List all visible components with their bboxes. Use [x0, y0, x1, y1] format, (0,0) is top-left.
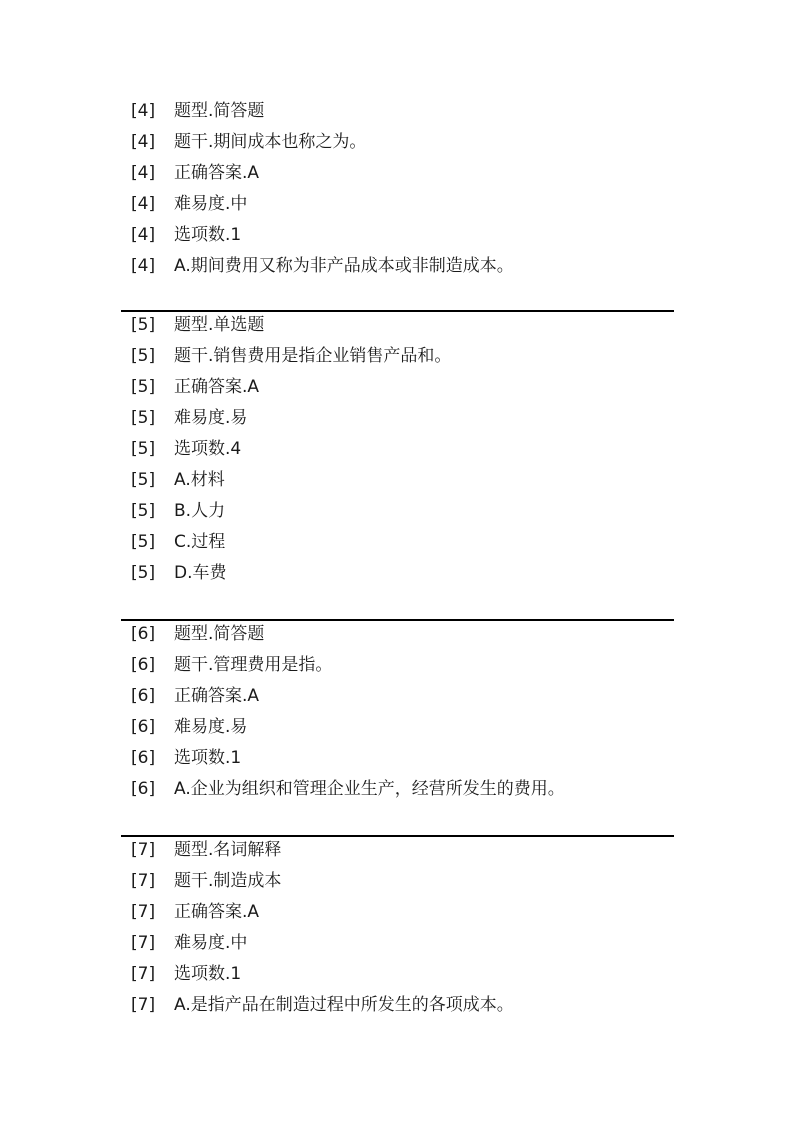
question-block: [121, 838, 674, 1024]
question-divider: [121, 310, 674, 312]
question-number: [7]: [131, 995, 156, 1015]
option-count-row: [121, 962, 674, 993]
answer-option-row: [121, 993, 674, 1024]
option-count-row: [121, 746, 674, 777]
correct-answer: 正确答案.A: [174, 377, 260, 397]
question-number: [4]: [131, 256, 156, 276]
question-type: 题型.名词解释: [174, 840, 282, 860]
correct-answer: 正确答案.A: [174, 902, 260, 922]
question-divider: [121, 835, 674, 837]
answer-option-row: [121, 561, 674, 592]
option-count: 选项数.1: [174, 748, 242, 768]
question-number: [4]: [131, 132, 156, 152]
question-number: [5]: [131, 315, 156, 335]
answer-option-row: [121, 254, 674, 285]
question-number: [5]: [131, 501, 156, 521]
question-type-row: [121, 313, 674, 344]
difficulty: 难易度.易: [174, 408, 248, 428]
question-type-row: [121, 99, 674, 130]
question-type: 题型.单选题: [174, 315, 265, 335]
question-block: [121, 313, 674, 592]
option-count: 选项数.1: [174, 225, 242, 245]
difficulty: 难易度.中: [174, 933, 248, 953]
question-block: [121, 99, 674, 285]
question-divider: [121, 619, 674, 621]
answer-option-row: [121, 530, 674, 561]
question-stem-row: [121, 130, 674, 161]
difficulty-row: [121, 715, 674, 746]
question-stem: 题干.期间成本也称之为。: [174, 132, 367, 152]
question-number: [5]: [131, 408, 156, 428]
question-number: [4]: [131, 163, 156, 183]
correct-answer: 正确答案.A: [174, 163, 260, 183]
question-number: [7]: [131, 871, 156, 891]
question-stem-row: [121, 869, 674, 900]
question-number: [5]: [131, 563, 156, 583]
question-number: [6]: [131, 717, 156, 737]
difficulty: 难易度.易: [174, 717, 248, 737]
question-number: [4]: [131, 194, 156, 214]
question-number: [7]: [131, 964, 156, 984]
answer-option: A.期间费用又称为非产品成本或非制造成本。: [174, 256, 514, 276]
question-number: [6]: [131, 686, 156, 706]
question-type: 题型.简答题: [174, 624, 265, 644]
question-number: [6]: [131, 748, 156, 768]
question-number: [6]: [131, 624, 156, 644]
answer-option: A.是指产品在制造过程中所发生的各项成本。: [174, 995, 514, 1015]
question-type-row: [121, 622, 674, 653]
question-block: [121, 622, 674, 808]
difficulty-row: [121, 406, 674, 437]
difficulty-row: [121, 931, 674, 962]
correct-answer-row: [121, 900, 674, 931]
question-number: [6]: [131, 655, 156, 675]
difficulty-row: [121, 192, 674, 223]
question-number: [7]: [131, 840, 156, 860]
question-number: [7]: [131, 933, 156, 953]
question-number: [6]: [131, 779, 156, 799]
option-count: 选项数.1: [174, 964, 242, 984]
question-type: 题型.简答题: [174, 101, 265, 121]
question-stem: 题干.制造成本: [174, 871, 282, 891]
difficulty: 难易度.中: [174, 194, 248, 214]
correct-answer-row: [121, 684, 674, 715]
answer-option-row: [121, 777, 674, 808]
option-count-row: [121, 223, 674, 254]
correct-answer: 正确答案.A: [174, 686, 260, 706]
answer-option: D.车费: [174, 563, 227, 583]
correct-answer-row: [121, 375, 674, 406]
question-stem-row: [121, 653, 674, 684]
question-number: [5]: [131, 346, 156, 366]
question-number: [5]: [131, 532, 156, 552]
question-number: [5]: [131, 470, 156, 490]
correct-answer-row: [121, 161, 674, 192]
question-stem: 题干.销售费用是指企业销售产品和。: [174, 346, 452, 366]
answer-option: C.过程: [174, 532, 226, 552]
question-number: [5]: [131, 377, 156, 397]
answer-option-row: [121, 468, 674, 499]
option-count-row: [121, 437, 674, 468]
answer-option: A.材料: [174, 470, 225, 490]
question-type-row: [121, 838, 674, 869]
question-number: [7]: [131, 902, 156, 922]
question-stem-row: [121, 344, 674, 375]
question-stem: 题干.管理费用是指。: [174, 655, 333, 675]
answer-option: B.人力: [174, 501, 226, 521]
answer-option-row: [121, 499, 674, 530]
question-number: [4]: [131, 225, 156, 245]
answer-option: A.企业为组织和管理企业生产，经营所发生的费用。: [174, 779, 565, 799]
option-count: 选项数.4: [174, 439, 242, 459]
question-number: [4]: [131, 101, 156, 121]
question-number: [5]: [131, 439, 156, 459]
